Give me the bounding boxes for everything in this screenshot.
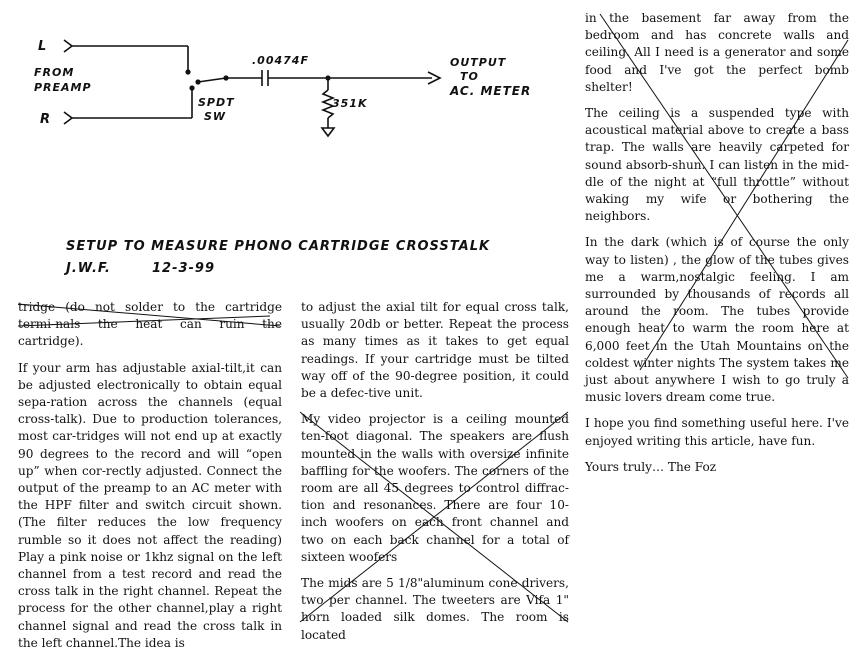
schematic-caption: SETUP TO MEASURE PHONO CARTRIDGE CROSSTALK [66, 239, 491, 254]
label-to: TO [460, 70, 479, 83]
paragraph: The ceiling is a suspended type with acoustical material above to create a bass trap. The walls are heavily carpeted for sound absorb-shun. I can listen in the mid-dle of the night at “full throttle” without waking my wife or bothering the neighbors. [585, 106, 849, 224]
paragraph: Yours truly… The Foz [585, 459, 717, 474]
paragraph: The mids are 5 1/8"aluminum cone drivers, two per channel. The tweeters are Vifa 1" horn loaded silk domes. The room is located [301, 576, 569, 642]
label-capacitor: .00474F [252, 54, 309, 67]
label-from: FROM [34, 66, 75, 79]
signature: J.W.F. [66, 261, 111, 276]
paragraph: in the basement far away from the bedroom and has concrete walls and ceiling. All I need is a generator and some food and I've got the perfect bomb shelter! [585, 11, 849, 94]
text-column-1 [18, 299, 282, 661]
paragraph: to adjust the axial tilt for equal cross talk, usually 20db or better. Repeat the process as many times as it takes to get equal readings. If your cartridge must be tilted way off of the 90-degree position, it could be a defec-tive unit. [301, 300, 569, 401]
paragraph: In the dark (which is of course the only way to listen) , the glow of the tubes gives me a warm,nostalgic feeling. I am surrounded by thousands of records all around the room. The tubes provide enough heat to warm the room here at 6,000 feet in the Utah Mountains on the coldest winter nights The system takes me just about anywhere I wish to go truly a music lovers dream come true. [585, 235, 849, 405]
text-column-2 [301, 299, 569, 653]
label-right: R [40, 112, 52, 127]
label-output: OUTPUT [450, 56, 507, 69]
paragraph: I hope you find something useful here. I've enjoyed writing this article, have fun. [585, 416, 849, 448]
label-resistor: 351K [332, 97, 368, 110]
label-switch-type: SPDT [198, 96, 235, 109]
paragraph: tridge (do not solder to the cartridge termi-nals the heat can ruin the cartridge). [18, 300, 282, 349]
paragraph: My video projector is a ceiling mounted ten-foot diagonal. The speakers are flush mounted in the walls with oversize infinite baffling for the woofers. The corners of the room are all 45 degrees to control diffrac-tion and resonances. There are four 10-inch woofers on each front channel and two on each back channel for a total of sixteen woofers [301, 412, 569, 564]
label-left: L [38, 39, 48, 54]
label-switch: SW [204, 110, 227, 123]
label-ac-meter: AC. METER [450, 84, 532, 98]
paragraph: If your arm has adjustable axial-tilt,it can be adjusted electronically to obtain equal sepa-ration across the channels (equal cross-talk). Due to production tolerances, most car-tridges will not end up at exactly 90 degrees to the record and will “open up” when cor-rectly adjusted. Connect the output of the preamp to an AC meter with the HPF filter and switch circuit shown. (The filter reduces the low frequency rumble so it does not affect the reading) Play a pink noise or 1khz signal on the left channel from a test record and read the cross talk in the right channel. Repeat the process for the other channel,play a right channel signal and read the cross talk in the left channel.The idea is [18, 360, 282, 650]
signature-date: 12-3-99 [152, 261, 216, 276]
label-preamp: PREAMP [34, 81, 92, 94]
text-column-3 [585, 10, 849, 485]
